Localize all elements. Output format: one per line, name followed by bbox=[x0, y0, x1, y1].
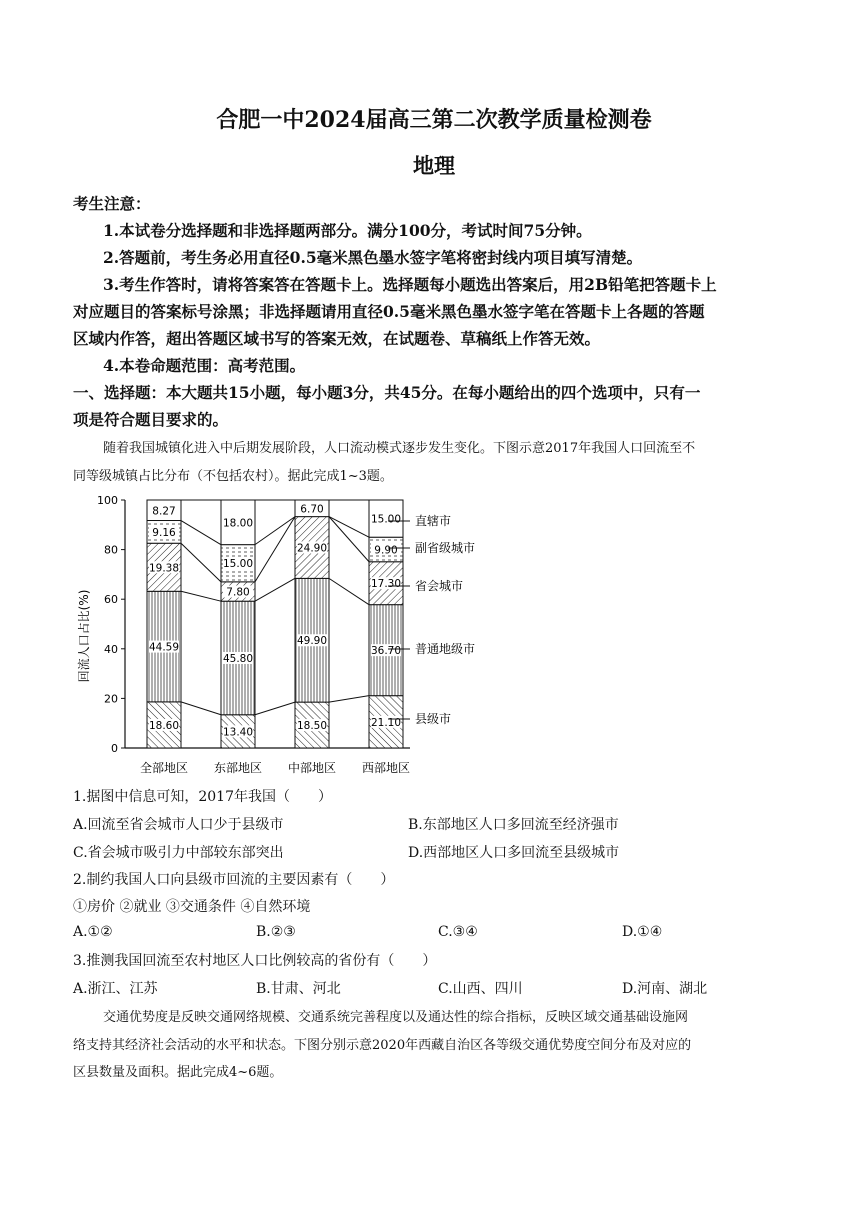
q3-option-d: D.河南、湖北 bbox=[622, 981, 708, 997]
data-label-东部地区-直辖市: 18.00 bbox=[222, 517, 254, 530]
data-label-东部地区-省会城市: 7.80 bbox=[226, 586, 250, 599]
series-connector bbox=[255, 702, 295, 715]
series-connector bbox=[181, 702, 221, 715]
x-category-label: 中部地区 bbox=[287, 761, 337, 775]
intro1-line1: 随着我国城镇化进入中后期发展阶段，人口流动模式逐步发生变化。下图示意2017年我国人口回流至不 bbox=[103, 441, 696, 456]
y-tick-label: 20 bbox=[104, 692, 118, 706]
notice-item-3-cont1: 对应题目的答案标号涂黑；非选择题请用直径0.5毫米黑色墨水签字笔在答题卡上各题的答题 bbox=[73, 302, 705, 321]
stacked-bar-chart bbox=[70, 490, 530, 780]
legend-直辖市: 直辖市 bbox=[415, 514, 452, 528]
q3-stem: 3.推测我国回流至农村地区人口比例较高的省份有（ ） bbox=[73, 953, 437, 969]
data-label-中部地区-省会城市: 24.90 bbox=[296, 542, 328, 555]
notice-item-2: 2.答题前，考生务必用直径0.5毫米黑色墨水签字笔将密封线内项目填写清楚。 bbox=[103, 248, 643, 267]
exam-subject: 地理 bbox=[413, 153, 455, 178]
series-connector bbox=[181, 543, 221, 582]
section-heading-line2: 项是符合题目要求的。 bbox=[73, 410, 229, 429]
q2-option-b: B.②③ bbox=[256, 924, 296, 940]
legend-省会城市: 省会城市 bbox=[415, 579, 464, 593]
notice-item-1: 1.本试卷分选择题和非选择题两部分。满分100分，考试时间75分钟。 bbox=[103, 221, 592, 240]
series-connector bbox=[255, 517, 295, 582]
data-label-全部地区-省会城市: 19.38 bbox=[148, 562, 180, 575]
data-label-东部地区-副省级城市: 15.00 bbox=[222, 558, 254, 571]
data-label-西部地区-省会城市: 17.30 bbox=[370, 578, 402, 591]
legend-普通地级市: 普通地级市 bbox=[415, 642, 476, 656]
q1-stem: 1.据图中信息可知，2017年我国（ ） bbox=[73, 789, 332, 805]
q3-option-a: A.浙江、江苏 bbox=[73, 981, 158, 997]
notice-item-3: 3.考生作答时，请将答案答在答题卡上。选择题每小题选出答案后，用2B铅笔把答题卡上 bbox=[103, 275, 717, 294]
x-category-label: 东部地区 bbox=[213, 761, 263, 775]
data-label-西部地区-县级市: 21.10 bbox=[370, 716, 402, 729]
data-label-西部地区-副省级城市: 9.90 bbox=[374, 544, 398, 557]
series-connector bbox=[329, 696, 369, 702]
data-label-西部地区-直辖市: 15.00 bbox=[370, 513, 402, 526]
q2-stem: 2.制约我国人口向县级市回流的主要因素有（ ） bbox=[73, 872, 395, 888]
intro2-line2: 络支持其经济社会活动的水平和状态。下图分别示意2020年西藏自治区各等级交通优势度空间分布及对应的 bbox=[73, 1038, 692, 1053]
data-label-全部地区-副省级城市: 9.16 bbox=[152, 526, 176, 539]
y-tick-label: 80 bbox=[104, 543, 118, 557]
intro2-line1: 交通优势度是反映交通网络规模、交通系统完善程度以及通达性的综合指标，反映区域交通基础设施网 bbox=[103, 1010, 689, 1025]
intro2-line3: 区县数量及面积。据此完成4~6题。 bbox=[73, 1065, 283, 1080]
y-tick-label: 60 bbox=[104, 593, 118, 607]
q1-option-a: A.回流至省会城市人口少于县级市 bbox=[73, 817, 284, 833]
series-connector bbox=[255, 578, 295, 601]
data-label-中部地区-普通地级市: 49.90 bbox=[296, 635, 328, 648]
series-connector bbox=[329, 578, 369, 604]
series-connector bbox=[329, 517, 369, 562]
legend-县级市: 县级市 bbox=[415, 712, 452, 726]
x-category-label: 西部地区 bbox=[361, 761, 411, 775]
notice-item-3-cont2: 区域内作答，超出答题区域书写的答案无效，在试题卷、草稿纸上作答无效。 bbox=[73, 329, 601, 348]
q3-option-b: B.甘肃、河北 bbox=[256, 981, 341, 997]
data-label-全部地区-普通地级市: 44.59 bbox=[148, 641, 180, 654]
q2-option-a: A.①② bbox=[73, 924, 113, 940]
notice-heading: 考生注意： bbox=[73, 194, 151, 213]
data-label-中部地区-县级市: 18.50 bbox=[296, 720, 328, 733]
q2-option-d: D.①④ bbox=[622, 924, 663, 940]
data-label-全部地区-县级市: 18.60 bbox=[148, 719, 180, 732]
y-axis-label: 回流人口占比(%) bbox=[77, 589, 91, 683]
q2-option-c: C.③④ bbox=[438, 924, 478, 940]
data-label-西部地区-普通地级市: 36.70 bbox=[370, 645, 402, 658]
q1-option-b: B.东部地区人口多回流至经济强市 bbox=[408, 817, 619, 833]
y-tick-label: 40 bbox=[104, 642, 118, 656]
series-connector bbox=[329, 517, 369, 538]
legend-副省级城市: 副省级城市 bbox=[415, 541, 476, 555]
q2-factors: ①房价 ②就业 ③交通条件 ④自然环境 bbox=[73, 899, 311, 915]
x-category-label: 全部地区 bbox=[139, 761, 189, 775]
data-label-全部地区-直辖市: 8.27 bbox=[152, 505, 176, 518]
exam-title: 合肥一中2024届高三第二次教学质量检测卷 bbox=[216, 107, 652, 133]
data-label-东部地区-普通地级市: 45.80 bbox=[222, 652, 254, 665]
data-label-东部地区-县级市: 13.40 bbox=[222, 726, 254, 739]
intro1-line2: 同等级城镇占比分布（不包括农村）。据此完成1~3题。 bbox=[73, 469, 393, 484]
series-connector bbox=[181, 591, 221, 601]
section-heading-line1: 一、选择题：本大题共15小题，每小题3分，共45分。在每小题给出的四个选项中，只有一 bbox=[73, 383, 701, 402]
series-connector bbox=[255, 517, 295, 545]
y-tick-label: 0 bbox=[111, 742, 118, 755]
q3-option-c: C.山西、四川 bbox=[438, 981, 523, 997]
q1-option-d: D.西部地区人口多回流至县级城市 bbox=[408, 845, 620, 861]
notice-item-4: 4.本卷命题范围：高考范围。 bbox=[103, 356, 306, 375]
q1-option-c: C.省会城市吸引力中部较东部突出 bbox=[73, 845, 284, 861]
y-tick-label: 100 bbox=[97, 494, 118, 507]
series-connector bbox=[181, 521, 221, 545]
data-label-中部地区-直辖市: 6.70 bbox=[300, 503, 324, 516]
